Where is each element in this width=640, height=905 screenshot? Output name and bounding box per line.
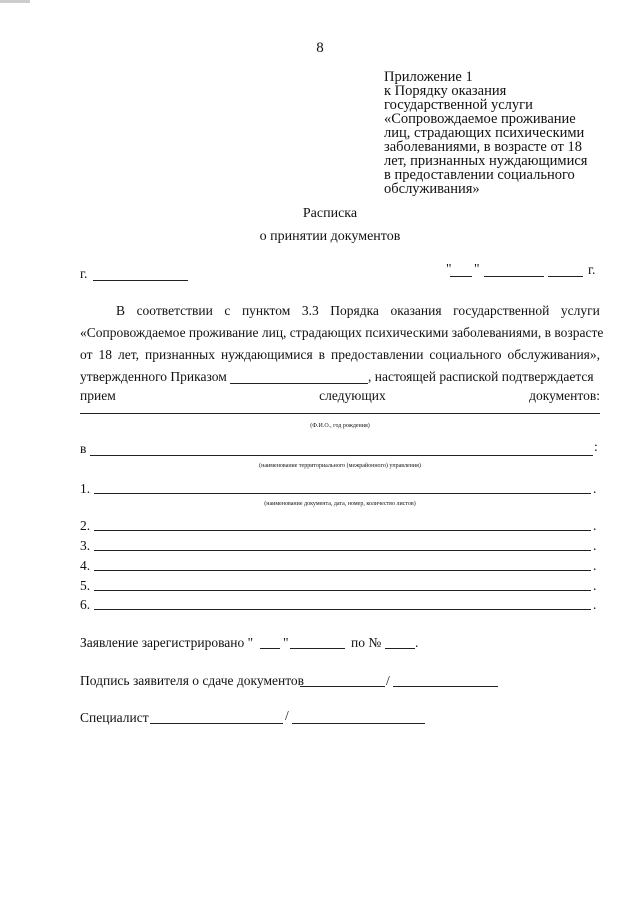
signature-slash: /	[386, 673, 390, 688]
item-number: 6.	[80, 597, 91, 612]
document-field-4[interactable]	[94, 570, 591, 571]
registered-num-label: по №	[351, 635, 382, 650]
body-line-3: от 18 лет, признанных нуждающимися в предоставлении социального обслуживания»,	[80, 347, 600, 362]
body-line-4-end: , настоящей распиской подтверждается	[368, 369, 594, 384]
order-field[interactable]	[230, 383, 368, 384]
scan-artifact	[0, 0, 30, 3]
body-word: услуги	[560, 303, 600, 318]
dept-prefix: в	[80, 441, 87, 456]
department-caption: (наименование территориального (межрайонного) управления)	[259, 463, 421, 469]
document-field-3[interactable]	[94, 550, 591, 551]
date-open-quote: "	[446, 261, 452, 276]
year-field[interactable]	[548, 276, 583, 277]
item-dot: .	[593, 558, 597, 573]
appendix-line: лиц, страдающих психическими	[384, 125, 585, 141]
specialist-name-field[interactable]	[292, 723, 425, 724]
page-number: 8	[316, 40, 324, 56]
document-field-5[interactable]	[94, 590, 591, 591]
specialist-signature-field[interactable]	[150, 723, 283, 724]
item-dot: .	[593, 538, 597, 553]
appendix-line: в предоставлении социального	[384, 167, 575, 183]
body-word: Порядка	[330, 303, 379, 318]
specialist-label: Специалист	[80, 710, 149, 725]
item-number: 2.	[80, 518, 91, 533]
body-word: соответствии	[136, 303, 213, 318]
body-word: прием	[80, 388, 116, 403]
registered-close-quote: "	[283, 635, 289, 650]
body-word: с	[224, 303, 231, 318]
item-number: 4.	[80, 558, 91, 573]
reg-number-field[interactable]	[385, 648, 415, 649]
body-line-1	[80, 303, 600, 319]
applicant-signature-field[interactable]	[300, 686, 385, 687]
item-dot: .	[593, 481, 597, 496]
item-number: 1.	[80, 481, 91, 496]
appendix-line: обслуживания»	[384, 181, 480, 197]
appendix-line: к Порядку оказания	[384, 83, 507, 99]
body-word: документов:	[529, 388, 600, 403]
body-word: 3.3	[301, 303, 319, 318]
registered-label: Заявление зарегистрировано "	[80, 635, 254, 650]
body-word: В	[116, 303, 126, 318]
document-field-2[interactable]	[94, 530, 591, 531]
body-word: государственной	[453, 303, 550, 318]
appendix-line: Приложение 1	[384, 69, 473, 85]
document-title: Расписка	[302, 206, 358, 221]
month-field[interactable]	[484, 276, 544, 277]
document-field-1[interactable]	[94, 493, 591, 494]
document-subtitle: о принятии документов	[259, 229, 401, 244]
year-suffix: г.	[588, 262, 596, 277]
body-line-2: «Сопровождаемое проживание лиц, страдающих психическими заболеваниями, в возрасте	[80, 325, 604, 340]
appendix-line: государственной услуги	[384, 97, 533, 113]
appendix-line: «Сопровождаемое проживание	[384, 111, 576, 127]
body-word: оказания	[390, 303, 442, 318]
fio-caption: (Ф.И.О., год рождения)	[310, 423, 370, 429]
specialist-slash: /	[285, 708, 289, 723]
body-word: следующих	[319, 388, 386, 403]
fio-field[interactable]	[80, 413, 600, 414]
appendix-line: заболеваниями, в возрасте от 18	[384, 139, 582, 155]
dept-colon: :	[594, 439, 598, 454]
department-field[interactable]	[90, 455, 593, 456]
appendix-line: лет, признанных нуждающимися	[384, 153, 588, 169]
document-field-6[interactable]	[94, 609, 591, 610]
body-line-5	[80, 388, 600, 404]
appendix-block	[384, 70, 624, 196]
city-prefix: г.	[80, 266, 88, 281]
item-number: 3.	[80, 538, 91, 553]
reg-day-field[interactable]	[260, 648, 280, 649]
body-line-4-start: утвержденного Приказом	[80, 369, 227, 384]
item-number: 5.	[80, 578, 91, 593]
applicant-name-field[interactable]	[393, 686, 498, 687]
city-field[interactable]	[93, 280, 188, 281]
item-dot: .	[593, 518, 597, 533]
date-close-quote: "	[474, 261, 480, 276]
registered-end: .	[415, 635, 419, 650]
item-dot: .	[593, 597, 597, 612]
signature-label: Подпись заявителя о сдаче документов	[80, 673, 305, 688]
body-word: пунктом	[241, 303, 291, 318]
document-caption: (наименование документа, дата, номер, количество листов)	[264, 501, 416, 507]
item-dot: .	[593, 578, 597, 593]
day-field[interactable]	[450, 276, 472, 277]
reg-month-field[interactable]	[290, 648, 345, 649]
